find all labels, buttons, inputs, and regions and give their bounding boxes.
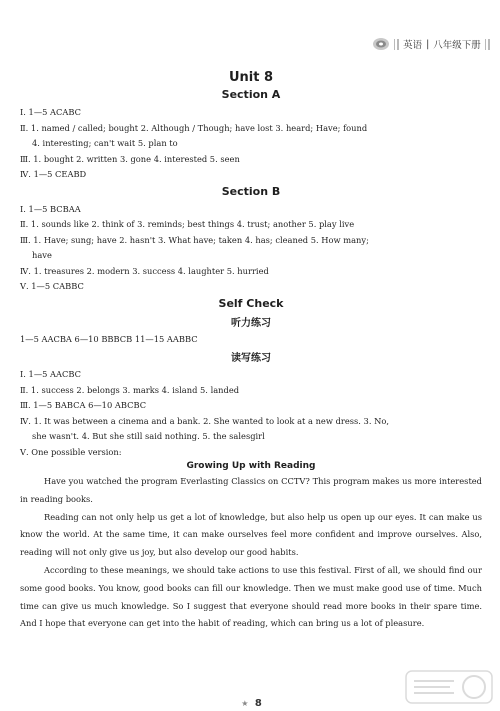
essay-title: Growing Up with Reading <box>186 461 316 471</box>
page-number: 8 <box>254 698 262 709</box>
watermark-logo-icon <box>404 667 494 707</box>
section-a-line: Ⅳ. 1—5 CEABD <box>20 169 87 179</box>
essay-paragraph: Reading can not only help us get a lot of knowledge, but also help us open up our eyes. It can make us know the world. At the same time, it can make ourselves feel more confident and improve ourselves. Also, reading will not only give us joy, but also develop our good habits. <box>20 511 482 558</box>
book-logo-icon <box>372 37 390 51</box>
self-check-line: she wasn't. 4. But she still said nothing. 5. the salesgirl <box>32 431 265 441</box>
section-b-line: Ⅱ. 1. sounds like 2. think of 3. reminds; best things 4. trust; another 5. play live <box>20 219 355 229</box>
section-b-line: Ⅲ. 1. Have; sung; have 2. hasn't 3. What have; taken 4. has; cleaned 5. How many; <box>20 234 369 245</box>
page-header <box>372 36 490 52</box>
header-bars-right <box>485 39 490 50</box>
header-separator: | <box>426 38 430 50</box>
self-check-title: Self Check <box>218 296 284 310</box>
self-check-line: Ⅳ. 1. It was between a cinema and a bank. 2. She wanted to look at a new dress. 3. No, <box>20 415 389 426</box>
self-check-line: Ⅲ. 1—5 BABCA 6—10 ABCBC <box>20 400 147 410</box>
reading-writing-title: 读写练习 <box>231 353 271 364</box>
unit-title: Unit 8 <box>228 70 274 85</box>
answer-content <box>20 70 482 633</box>
section-a-title: Section A <box>221 88 281 101</box>
footer-star-icon: ★ <box>241 699 249 708</box>
header-grade: 八年级下册 <box>433 40 481 51</box>
section-a-line: Ⅰ. 1—5 ACABC <box>20 107 81 117</box>
listening-title: 听力练习 <box>231 317 271 329</box>
listening-line: 1—5 AACBA 6—10 BBBCB 11—15 AABBC <box>20 333 198 344</box>
section-b-line: Ⅴ. 1—5 CABBC <box>20 281 84 291</box>
section-b-line: Ⅳ. 1. treasures 2. modern 3. success 4. laughter 5. hurried <box>20 265 269 276</box>
section-b-title: Section B <box>221 184 281 198</box>
essay-paragraph: Have you watched the program Everlasting Classics on CCTV? This program makes us more interested in reading books. <box>20 476 482 504</box>
header-bars-left <box>394 39 399 50</box>
self-check-line: Ⅱ. 1. success 2. belongs 3. marks 4. island 5. landed <box>20 384 240 395</box>
section-b-line: have <box>32 250 52 260</box>
section-a-line: 4. interesting; can't wait 5. plan to <box>32 138 178 148</box>
section-a-line: Ⅲ. 1. bought 2. written 3. gone 4. interested 5. seen <box>20 153 240 164</box>
essay-paragraph: According to these meanings, we should take actions to use this festival. First of all, we should find our some good books. You know, good books can fill our knowledge. Then we must make good use of time. Much time can give us much knowledge. So I suggest that everyone should read more books in their spare time. And I hope that everyone can get into the habit of reading, which can bring us a lot of pleasure. <box>20 564 482 629</box>
header-subject: 英语 <box>403 40 423 51</box>
section-a-line: Ⅱ. 1. named / called; bought 2. Although / Though; have lost 3. heard; Have; found <box>20 122 368 133</box>
self-check-line: Ⅴ. One possible version: <box>20 446 122 457</box>
self-check-line: Ⅰ. 1—5 AACBC <box>20 369 81 379</box>
section-b-line: Ⅰ. 1—5 BCBAA <box>20 203 81 214</box>
